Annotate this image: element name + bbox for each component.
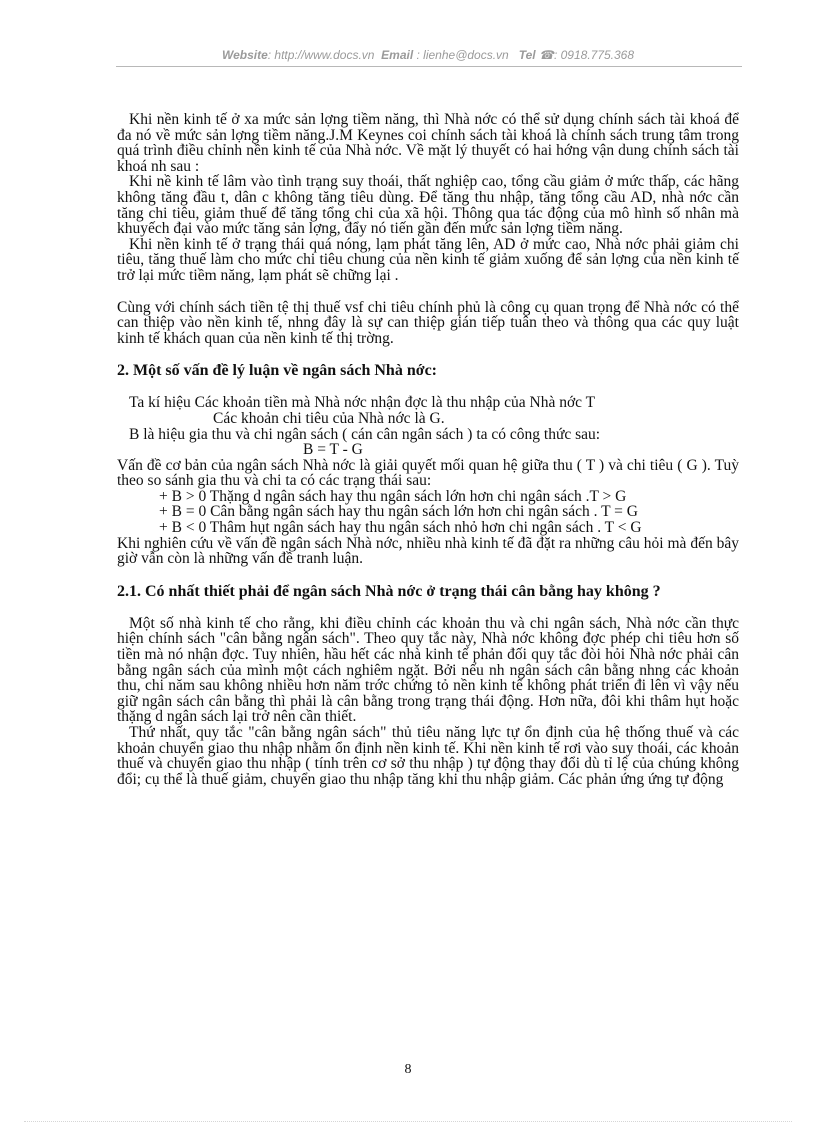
paragraph-recession: Khi nề kinh tế lâm vào tình trạng suy thoái, thất nghiệp cao, tổng cầu giảm ở mức thấp, các hãng không tăng đầu t, dân c không tăng tiêu dùng. Để tăng thu nhập, tăng tổng cầu AD, nhà nớc cần tăng chi tiêu, giảm thuế để tăng tổng chi của xã hội. Thông qua tác động của mô hình số nhân mà khuyếch đại vào mức tăng sản lợng, đẩy nó tiến gần đến mức sản lợng tiềm năng. (117, 173, 739, 238)
paragraph-monetary-policy: Cùng với chính sách tiền tệ thị thuế vsf chi tiêu chính phủ là công cụ quan trọng để Nhà nớc có thể can thiệp vào nền kinh tế, nhng đây là sự can thiệp gián tiếp tuân theo và thông qua các quy luật kinh tế khách quan của nền kinh tế thị trờng. (117, 298, 739, 347)
paragraph-overheating: Khi nền kinh tế ở trạng thái quá nóng, lạm phát tăng lên, AD ở mức cao, Nhà nớc phải giảm chi tiêu, tăng thuế làm cho mức chi tiêu chung của nền kinh tế giảm xuống để sản lợng của nền kinh tế trở lại mức tiềm năng, lạm phát sẽ chững lại . (117, 235, 739, 284)
document-body (117, 112, 739, 787)
paragraph-first-reason: Thứ nhất, quy tắc "cân bằng ngân sách" thủ tiêu năng lực tự ổn định của hệ thống thuế và các khoản chuyển giao thu nhập nhằm ổn định nền kinh tế. Khi nền kinh tế rơi vào suy thoái, các khoản thuế và chuyển giao thu nhập ( tính trên cơ sở thu nhập ) tự động thay đổi dù tỉ lệ của chúng không đổi; cụ thể là thuế giảm, chuyển giao thu nhập tăng khi thu nhập giảm. Các phản ứng ứng tự động (117, 724, 739, 788)
paragraph-debate: Khi nghiên cứu về vấn đề ngân sách Nhà nớc, nhiều nhà kinh tế đã đặt ra những câu hỏi mà đến bây giờ vẫn còn là những vấn đề tranh luận. (117, 534, 739, 568)
paragraph-balance-definition: B là hiệu gia thu và chi ngân sách ( cán cân ngân sách ) ta có công thức sau: (129, 425, 601, 443)
paragraph-balanced-budget-rule: Một số nhà kinh tế cho rằng, khi điều chỉnh các khoản thu và chi ngân sách, Nhà nớc cần thực hiện chính sách "cân bằng ngân sách". Theo quy tắc này, Nhà nớc không đợc phép chi tiêu hơn số tiền mà nó nhận đợc. Tuy nhiên, hầu hết các nhà kinh tế phản đối quy tắc đòi hỏi Nhà nớc phải cân bằng ngân sách của mình một cách nghiêm ngặt. Bởi nếu nh ngân sách cân bằng nhng các khoản thu, chi năm sau không nhiều hơn năm trớc chứng tỏ nền kinh tế không phát triển đi lên vì vậy nếu giữ ngân sách cân bằng thì phải là cân bằng trong trạng thái động. Hơn nữa, đôi khi thâm hụt hoặc thặng d ngân sách lại trở nên cần thiết. (117, 614, 739, 726)
paragraph-revenue-notation: Ta kí hiệu Các khoản tiền mà Nhà nớc nhận đợc là thu nhập của Nhà nớc T (129, 394, 596, 412)
header-divider (116, 66, 742, 67)
phone-icon: ☎ (539, 48, 554, 62)
page-header (118, 48, 738, 62)
website-label: Website (221, 48, 268, 62)
email-value: : lienhe@docs.vn (416, 48, 509, 62)
case-balanced: + B = 0 Cân bằng ngân sách hay thu ngân sách lớn hơn chi ngân sách . T = G (159, 503, 638, 521)
budget-formula: B = T - G (303, 441, 363, 459)
paragraph-budget-problem: Vấn đề cơ bản của ngân sách Nhà nớc là giải quyết mối quan hệ giữa thu ( T ) và chi tiêu ( G ). Tuỳ theo so sánh gia thu và chi ta có các trạng thái sau: (117, 456, 739, 490)
tel-value: : 0918.775.368 (553, 48, 635, 62)
page-number: 8 (404, 1062, 412, 1077)
email-label: Email (381, 48, 414, 62)
website-value: : http://www.docs.vn (267, 48, 375, 62)
section-heading-2: 2. Một số vấn đề lý luận về ngân sách Nhà nớc: (117, 362, 438, 380)
tel-label: Tel (518, 48, 536, 62)
paragraph-spending-notation: Các khoản chi tiêu của Nhà nớc là G. (213, 409, 445, 427)
footer-divider (24, 1121, 792, 1122)
case-deficit: + B < 0 Thâm hụt ngân sách hay thu ngân sách nhỏ hơn chi ngân sách . T < G (159, 519, 642, 537)
section-heading-2-1: 2.1. Có nhất thiết phải để ngân sách Nhà nớc ở trạng thái cân bằng hay không ? (117, 582, 661, 600)
paragraph-keynes: Khi nền kinh tế ở xa mức sản lợng tiềm năng, thì Nhà nớc có thể sử dụng chính sách tài khoá để đa nó về mức sản lợng tiềm năng.J.M Keynes coi chính sách tài khoá là chính sách trung tâm trong quá trình điều chỉnh nền kinh tế của Nhà nớc. Về mặt lý thuyết có hai hớng vận dung chính sách tài khoá nh sau : (117, 111, 739, 175)
case-surplus: + B > 0 Thặng d ngân sách hay thu ngân sách lớn hơn chi ngân sách .T > G (159, 487, 627, 505)
